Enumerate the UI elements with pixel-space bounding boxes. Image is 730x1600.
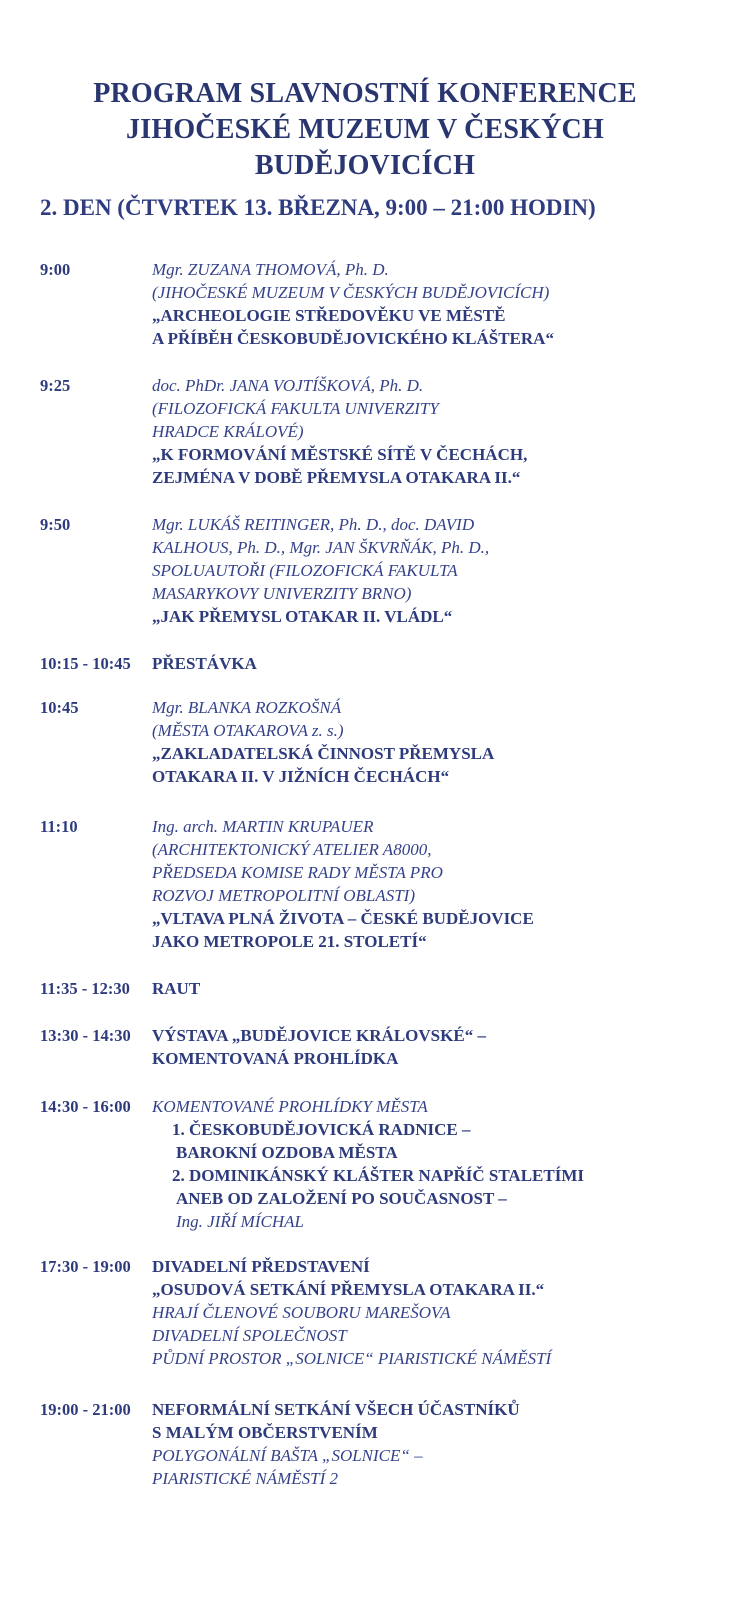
entry-body xyxy=(152,1095,712,1233)
entry-time: 14:30 - 16:00 xyxy=(40,1097,131,1116)
title-line-1: PROGRAM SLAVNOSTNÍ KONFERENCE xyxy=(93,78,637,109)
entry-time: 19:00 - 21:00 xyxy=(40,1400,131,1419)
entry-detail-line: (FILOZOFICKÁ FAKULTA UNIVERZITY xyxy=(152,399,439,418)
entry-detail-line: PŮDNÍ PROSTOR „SOLNICE“ PIARISTICKÉ NÁMĚSTÍ xyxy=(152,1349,552,1368)
entry-title-line: „ARCHEOLOGIE STŘEDOVĚKU VE MĚSTĚ xyxy=(152,306,506,325)
entry-time: 9:50 xyxy=(40,515,71,534)
entry-detail-line: SPOLUAUTOŘI (FILOZOFICKÁ FAKULTA xyxy=(152,561,458,580)
entry-body xyxy=(152,1255,712,1370)
entry-title-line: RAUT xyxy=(152,979,201,998)
entry-title-line: S MALÝM OBČERSTVENÍM xyxy=(152,1423,378,1442)
entry-title-line: „ZAKLADATELSKÁ ČINNOST PŘEMYSLA xyxy=(152,744,495,763)
entry-detail-line: Ing. JIŘÍ MÍCHAL xyxy=(176,1212,304,1231)
entry-detail-line: PŘEDSEDA KOMISE RADY MĚSTA PRO xyxy=(152,863,443,882)
entry-time: 9:00 xyxy=(40,260,71,279)
entry-title-line: DIVADELNÍ PŘEDSTAVENÍ xyxy=(152,1257,370,1276)
entry-body xyxy=(152,1398,712,1490)
entry-time: 13:30 - 14:30 xyxy=(40,1026,131,1045)
entry-title-line: „JAK PŘEMYSL OTAKAR II. VLÁDL“ xyxy=(152,607,453,626)
entry-title-line: 2. DOMINIKÁNSKÝ KLÁŠTER NAPŘÍČ STALETÍMI xyxy=(172,1166,584,1185)
entry-detail-line: POLYGONÁLNÍ BAŠTA „SOLNICE“ – xyxy=(152,1446,423,1465)
entry-time: 11:10 xyxy=(40,817,78,836)
title-line-2: JIHOČESKÉ MUZEUM V ČESKÝCH xyxy=(126,114,604,145)
entry-time: 17:30 - 19:00 xyxy=(40,1257,131,1276)
title-line-3: BUDĚJOVICÍCH xyxy=(254,150,476,181)
entry-title-line: „K FORMOVÁNÍ MĚSTSKÉ SÍTĚ V ČECHÁCH, xyxy=(152,445,528,464)
entry-detail-line: PIARISTICKÉ NÁMĚSTÍ 2 xyxy=(152,1469,339,1488)
entry-detail-line: Mgr. BLANKA ROZKOŠNÁ xyxy=(152,698,342,717)
entry-title-line: JAKO METROPOLE 21. STOLETÍ“ xyxy=(152,932,427,951)
entry-detail-line: (JIHOČESKÉ MUZEUM V ČESKÝCH BUDĚJOVICÍCH) xyxy=(152,283,550,302)
entry-title-line: BAROKNÍ OZDOBA MĚSTA xyxy=(176,1143,398,1162)
entry-detail-line: KALHOUS, Ph. D., Mgr. JAN ŠKVRŇÁK, Ph. D., xyxy=(152,538,490,557)
entry-detail-line: Mgr. LUKÁŠ REITINGER, Ph. D., doc. DAVID xyxy=(152,515,475,534)
entry-detail-line: Mgr. ZUZANA THOMOVÁ, Ph. D. xyxy=(152,260,389,279)
entry-body xyxy=(152,696,712,788)
day-heading: 2. DEN (ČTVRTEK 13. BŘEZNA, 9:00 – 21:00 HODIN) xyxy=(40,195,596,220)
entry-title-line: 1. ČESKOBUDĚJOVICKÁ RADNICE – xyxy=(172,1120,471,1139)
entry-time: 10:45 xyxy=(40,698,79,717)
entry-time: 9:25 xyxy=(40,376,71,395)
entry-body xyxy=(152,815,712,953)
entry-title-line: NEFORMÁLNÍ SETKÁNÍ VŠECH ÚČASTNÍKŮ xyxy=(152,1400,520,1419)
entry-title-line: „VLTAVA PLNÁ ŽIVOTA – ČESKÉ BUDĚJOVICE xyxy=(152,909,534,928)
entry-detail-line: HRAJÍ ČLENOVÉ SOUBORU MAREŠOVA xyxy=(152,1303,451,1322)
entry-title-line: ZEJMÉNA V DOBĚ PŘEMYSLA OTAKARA II.“ xyxy=(152,468,521,487)
entry-detail-line: ROZVOJ METROPOLITNÍ OBLASTI) xyxy=(152,886,415,905)
entry-detail-line: Ing. arch. MARTIN KRUPAUER xyxy=(152,817,374,836)
entry-body xyxy=(152,258,712,350)
entry-body xyxy=(152,977,712,1000)
entry-title-line: KOMENTOVANÁ PROHLÍDKA xyxy=(152,1049,399,1068)
entry-detail-line: (ARCHITEKTONICKÝ ATELIER A8000, xyxy=(152,840,432,859)
entry-title-line: VÝSTAVA „BUDĚJOVICE KRÁLOVSKÉ“ – xyxy=(152,1026,486,1045)
entry-body xyxy=(152,513,712,628)
entry-body xyxy=(152,652,712,675)
entry-detail-line: doc. PhDr. JANA VOJTÍŠKOVÁ, Ph. D. xyxy=(152,376,424,395)
entry-time: 10:15 - 10:45 xyxy=(40,654,131,673)
entry-detail-line: KOMENTOVANÉ PROHLÍDKY MĚSTA xyxy=(152,1097,428,1116)
entry-detail-line: (MĚSTA OTAKAROVA z. s.) xyxy=(152,721,344,740)
entry-title-line: ANEB OD ZALOŽENÍ PO SOUČASNOST – xyxy=(176,1189,507,1208)
entry-title-line: PŘESTÁVKA xyxy=(152,654,257,673)
entry-title-line: „OSUDOVÁ SETKÁNÍ PŘEMYSLA OTAKARA II.“ xyxy=(152,1280,545,1299)
entry-title-line: A PŘÍBĚH ČESKOBUDĚJOVICKÉHO KLÁŠTERA“ xyxy=(152,329,554,348)
entry-detail-line: DIVADELNÍ SPOLEČNOST xyxy=(152,1326,347,1345)
entry-title-line: OTAKARA II. V JIŽNÍCH ČECHÁCH“ xyxy=(152,767,450,786)
entry-detail-line: MASARYKOVY UNIVERZITY BRNO) xyxy=(152,584,412,603)
entry-body xyxy=(152,374,712,489)
entry-body xyxy=(152,1024,712,1070)
entry-time: 11:35 - 12:30 xyxy=(40,979,130,998)
page-title xyxy=(0,76,730,184)
entry-detail-line: HRADCE KRÁLOVÉ) xyxy=(152,422,304,441)
